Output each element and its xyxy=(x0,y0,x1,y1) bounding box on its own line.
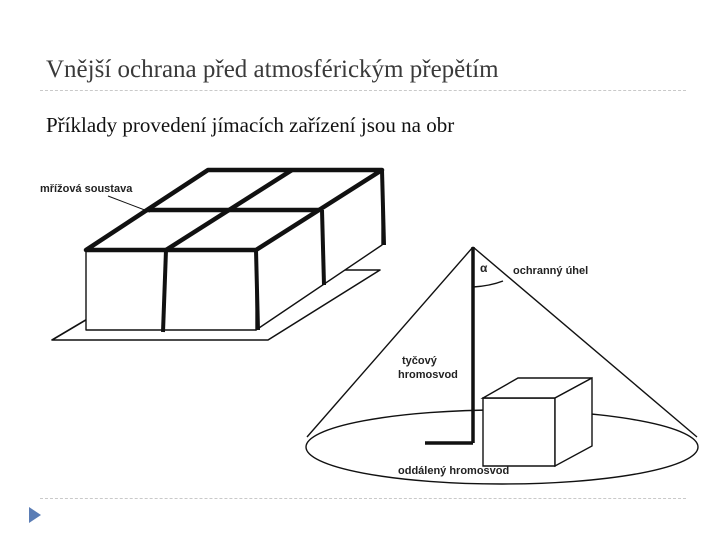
rod-conductor-label-line1: tyčový xyxy=(402,355,437,367)
mesh-system-label: mřížová soustava xyxy=(40,183,133,195)
rod-conductor-drawing xyxy=(306,247,698,484)
protective-angle-label: ochranný úhel xyxy=(513,265,589,277)
triangle-right-icon[interactable] xyxy=(26,506,42,524)
body-text: Příklady provedení jímacích zařízení jsou na obr xyxy=(46,113,455,137)
footer-divider xyxy=(40,498,686,499)
angle-symbol-label: α xyxy=(480,261,488,275)
separated-conductor-label: oddálený hromosvod xyxy=(398,465,510,477)
mesh-system-drawing xyxy=(52,170,384,340)
rod-conductor-label-line2: hromosvod xyxy=(398,369,458,381)
slide-title: Vnější ochrana před atmosférickým přepětím xyxy=(46,56,499,83)
